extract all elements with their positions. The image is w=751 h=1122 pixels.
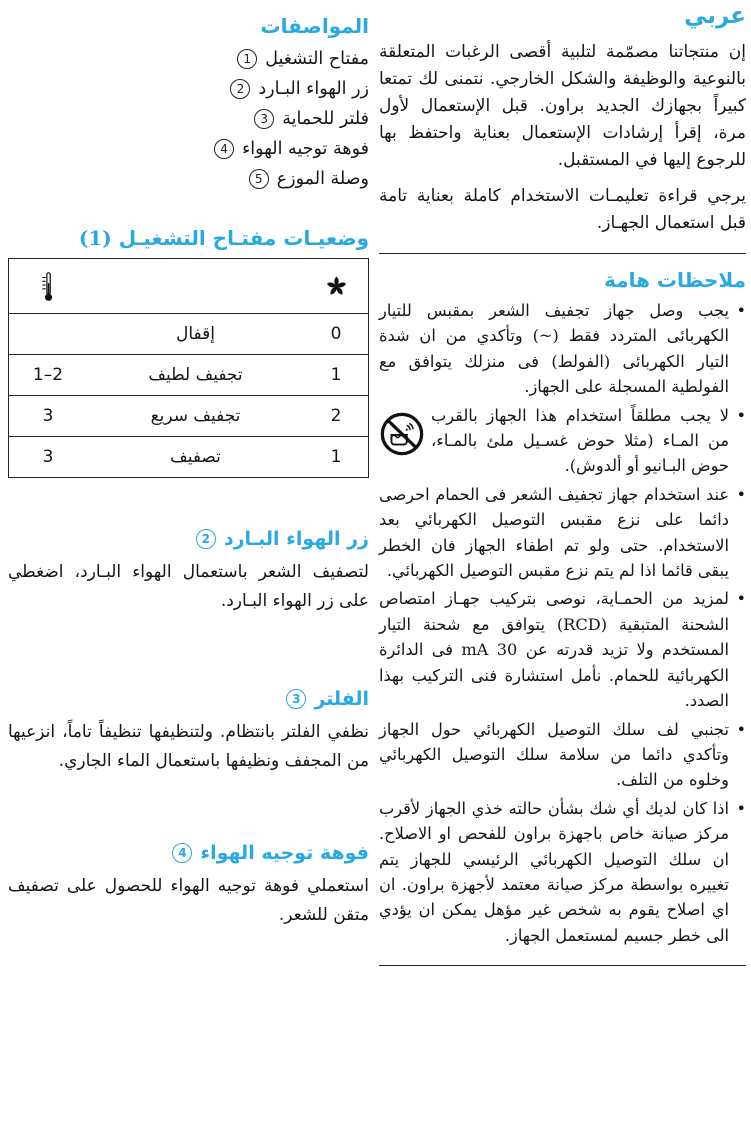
circled-number-icon: 4 (214, 139, 234, 159)
table-row-styling: 1 تصفيف 3 (9, 437, 369, 478)
bullet-icon: • (736, 589, 746, 609)
specifications-list (8, 44, 369, 194)
language-title: عربي (684, 2, 746, 29)
fan-icon (304, 259, 369, 314)
circled-number-icon: 5 (249, 169, 269, 189)
important-notes-title: ملاحظات هامة (604, 268, 746, 292)
circled-number-icon: 3 (254, 109, 274, 129)
section-body: لتصفيف الشعر باستعمال الهواء البـارد، اضغطي على زر الهواء البـارد. (8, 562, 369, 611)
thermometer-icon (9, 259, 88, 314)
spec-item-nozzle: فوهة توجيه الهواء 4 (8, 134, 369, 164)
bullet-icon: • (736, 405, 746, 425)
intro-safety-column (379, 0, 746, 966)
section-body: استعملي فوهة توجيه الهواء للحصول على تصفيف متقن للشعر. (8, 876, 369, 925)
section-title: الفلتر 3 (8, 688, 369, 710)
read-instructions-paragraph: يرجي قراءة تعليمـات الاستخدام كاملة بعناية تامة قبل استعمال الجهـاز. (379, 186, 746, 233)
switch-positions-table (8, 258, 369, 478)
notes-top-divider (379, 253, 746, 254)
bullet-icon: • (736, 719, 746, 739)
section-styling-nozzle (8, 842, 369, 930)
circled-number-icon: 1 (237, 49, 257, 69)
section-filter (8, 688, 369, 776)
bullet-icon: • (736, 301, 746, 320)
section-title: فوهة توجيه الهواء 4 (8, 842, 369, 864)
note-unplug-after-use: • عند استخدام جهاز تجفيف الشعر فى الحمام احرصى دائما على نزع مقبس التوصيل الكهربائي بعد الاستخدام. حتى ولو تم اطفاء الجهاز فان الخطر يبقى قائما اذا لم يتم نزع مقبس التوصيل الكهربائي. (379, 482, 746, 584)
table-row-quick-dry: 2 تجفيف سريع 3 (9, 396, 369, 437)
spec-item-filter: فلتر للحماية 3 (8, 104, 369, 134)
circled-number-icon: 2 (230, 79, 250, 99)
spec-item-switch: مفتاح التشغيل 1 (8, 44, 369, 74)
note-no-water: • لا يجب مطلقاً استخدام هذا الجهاز بالقرب من المـاء (مثلا حوض غسـيل ملئ بالمـاء، حوض البـانيو أو ألدوش). (379, 403, 746, 479)
note-rcd-protection: • لمزيد من الحمـاية، نوصى بتركيب جهـاز امتصاص الشحنة المتبقية (RCD) يتوافق مع شحنة التيار المستخدم ولا تزيد قدرته عن 30 mA فى الدائرة الكهربائية للحمام. نأمل استشارة فنى التركيب بهذا الصدد. (379, 586, 746, 713)
section-body: نظفي الفلتر بانتظام. ولتنظيفها تنظيفاً تاماً، انزعيها من المجفف ونظيفها باستعمال الماء الجاري. (8, 722, 369, 771)
spec-item-coldair-button: زر الهواء البـارد 2 (8, 74, 369, 104)
table-header-spacer (87, 259, 304, 314)
note-power-supply: • يجب وصل جهاز تجفيف الشعر بمقبس للتيار الكهربائى المتردد فقط (~) وتأكدي من ان شدة التيار الكهربائى (الفولط) فى منزلك يتوافق مع الفولطية المسجلة على الجهاز. (379, 298, 746, 400)
note-cord-care: • تجنبي لف سلك التوصيل الكهربائي حول الجهاز وتأكدي دائما من سلامة سلك التوصيل الكهربائي وخلوه من التلف. (379, 717, 746, 793)
circled-number-icon: 2 (196, 529, 216, 549)
notes-bottom-divider (379, 965, 746, 966)
circled-number-icon: 4 (172, 843, 192, 863)
bullet-icon: • (736, 798, 746, 818)
table-row-off: 0 إقفال (9, 314, 369, 355)
description-column (8, 0, 369, 930)
table-row-gentle-dry: 1 تجفيف لطيف 1–2 (9, 355, 369, 396)
circled-number-icon: 3 (286, 689, 306, 709)
safety-notes-list (379, 298, 746, 948)
bullet-icon: • (736, 484, 746, 504)
spec-item-diffuser: وصلة الموزع 5 (8, 164, 369, 194)
specifications-title: المواصفات (260, 14, 369, 38)
table-header-row (9, 259, 369, 314)
note-authorized-service: • اذا كان لديك أي شك بشأن حالته خذي الجهاز لأقرب مركز صيانة خاص باجهزة براون للفحص او الاصلاح. ان سلك التوصيل الكهربائي الرئيسي للجهاز يتم تغييره بواسطة مركز صيانة معتمد لأجهزة براون. ان اي اصلاح يقوم به شخص غير مؤهل يمكن ان يؤدي الى خطر جسيم لمستعمل الجهاز. (379, 796, 746, 948)
switch-positions-title: وضعيـات مفتـاح التشغيـل (1) (78, 226, 369, 250)
no-water-icon (379, 411, 425, 457)
section-title: زر الهواء البـارد 2 (8, 528, 369, 550)
section-cold-air-button (8, 528, 369, 616)
intro-paragraph: إن منتجاتنا مصمّمة لتلبية أقصى الرغبات المتعلقة بالنوعية والوظيفة والشكل الخارجي. نتمنى لك تمتعا كبيراً بجهازك الجديد براون. قبل الإستعمال لأول مرة، إقرأ إرشادات الإستعمال بعناية واحتفظ بها للرجوع إليها في المستقبل. (379, 42, 746, 170)
